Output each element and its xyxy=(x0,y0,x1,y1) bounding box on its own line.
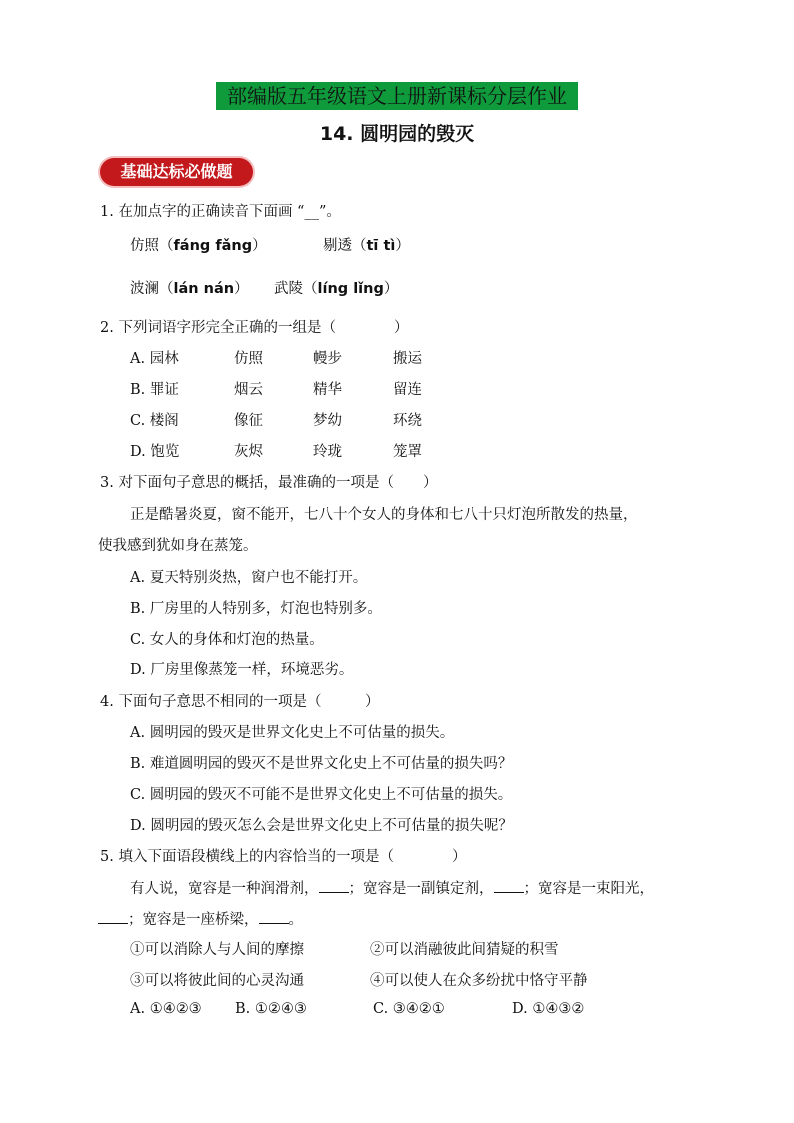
q5-text: ；宽容是一座桥梁， xyxy=(128,912,259,928)
q1-item-word: 波澜（ xyxy=(130,281,174,297)
q5-passage-line-2 xyxy=(98,908,303,929)
q1-item-close: ） xyxy=(234,281,249,297)
q2-cell: A. 园林 xyxy=(130,351,179,367)
fill-blank[interactable] xyxy=(319,880,349,893)
q5-option-b: B. ①②④③ xyxy=(235,1001,307,1017)
q4-option-d: D. 圆明园的毁灭怎么会是世界文化史上不可估量的损失呢？ xyxy=(130,818,513,834)
q2-cell: 搬运 xyxy=(393,351,422,367)
q5-text: ；宽容是一束阳光， xyxy=(523,881,654,897)
q5-choice-2: ②可以消融彼此间猜疑的积雪 xyxy=(370,942,559,958)
section-badge: 基础达标必做题 xyxy=(100,158,253,186)
q2-cell: 玲珑 xyxy=(313,444,342,460)
q2-cell: D. 饱览 xyxy=(130,444,180,460)
q1-item-pinyin: lán nán xyxy=(173,281,235,297)
q2-cell: 灰烬 xyxy=(234,444,263,460)
q5-passage-line-1 xyxy=(130,877,654,898)
q3-option-a: A. 夏天特别炎热，窗户也不能打开。 xyxy=(130,570,368,586)
q2-cell: 像征 xyxy=(234,413,263,429)
q3-passage-line-1: 正是酷暑炎夏，窗不能开，七八十个女人的身体和七八十只灯泡所散发的热量， xyxy=(130,507,638,523)
q1-item-word: 剔透（ xyxy=(323,238,367,254)
q3-option-d: D. 厂房里像蒸笼一样，环境恶劣。 xyxy=(130,662,354,678)
fill-blank[interactable] xyxy=(98,911,128,924)
q5-choice-1: ①可以消除人与人间的摩擦 xyxy=(130,942,304,958)
q1-item-close: ） xyxy=(395,238,410,254)
q5-text: ；宽容是一副镇定剂， xyxy=(348,881,494,897)
q3-option-b: B. 厂房里的人特别多，灯泡也特别多。 xyxy=(130,601,382,617)
q1-item-pinyin: fáng fǎng xyxy=(173,238,253,254)
q5-option-c: C. ③④②① xyxy=(373,1001,445,1017)
q3-option-c: C. 女人的身体和灯泡的热量。 xyxy=(130,632,324,648)
question-2-stem: 2. 下列词语字形完全正确的一组是（ ） xyxy=(100,320,409,336)
q3-passage-line-2: 使我感到犹如身在蒸笼。 xyxy=(98,538,258,554)
question-1-stem: 1. 在加点字的正确读音下面画 “__”。 xyxy=(100,204,341,220)
q2-cell: 仿照 xyxy=(234,351,263,367)
q5-text: 有人说，宽容是一种润滑剂， xyxy=(130,881,319,897)
q1-item-2 xyxy=(323,234,410,255)
q5-option-d: D. ①④③② xyxy=(512,1001,585,1017)
q1-item-close: ） xyxy=(252,238,267,254)
q2-cell: C. 楼阁 xyxy=(130,413,179,429)
q1-item-pinyin: líng lǐng xyxy=(317,281,384,297)
q5-choice-4: ④可以使人在众多纷扰中恪守平静 xyxy=(370,973,588,989)
q2-cell: 精华 xyxy=(313,382,342,398)
q2-cell: 烟云 xyxy=(234,382,263,398)
q1-item-pinyin: tī tì xyxy=(366,238,396,254)
q1-item-4 xyxy=(274,277,398,298)
q5-choice-3: ③可以将彼此间的心灵沟通 xyxy=(130,973,304,989)
fill-blank[interactable] xyxy=(494,880,524,893)
lesson-title: 14. 圆明园的毁灭 xyxy=(319,123,475,145)
question-4-stem: 4. 下面句子意思不相同的一项是（ ） xyxy=(100,694,380,710)
q1-item-word: 仿照（ xyxy=(130,238,174,254)
q4-option-a: A. 圆明园的毁灭是世界文化史上不可估量的损失。 xyxy=(130,725,455,741)
question-3-stem: 3. 对下面句子意思的概括，最准确的一项是（ ） xyxy=(100,475,438,491)
q4-option-c: C. 圆明园的毁灭不可能不是世界文化史上不可估量的损失。 xyxy=(130,787,513,803)
q4-option-b: B. 难道圆明园的毁灭不是世界文化史上不可估量的损失吗？ xyxy=(130,756,513,772)
worksheet-banner: 部编版五年级语文上册新课标分层作业 xyxy=(216,82,578,110)
q2-cell: 梦幼 xyxy=(313,413,342,429)
q2-cell: 笼罩 xyxy=(393,444,422,460)
q5-option-a: A. ①④②③ xyxy=(130,1001,202,1017)
q1-item-3 xyxy=(130,277,249,298)
q2-cell: 幔步 xyxy=(313,351,342,367)
q2-cell: 留连 xyxy=(393,382,422,398)
q2-cell: B. 罪证 xyxy=(130,382,179,398)
q5-text: 。 xyxy=(288,912,303,928)
q1-item-word: 武陵（ xyxy=(274,281,318,297)
question-5-stem: 5. 填入下面语段横线上的内容恰当的一项是（ ） xyxy=(100,849,467,865)
q2-cell: 环绕 xyxy=(393,413,422,429)
fill-blank[interactable] xyxy=(259,911,289,924)
q1-item-close: ） xyxy=(383,281,399,297)
q1-item-1 xyxy=(130,234,267,255)
